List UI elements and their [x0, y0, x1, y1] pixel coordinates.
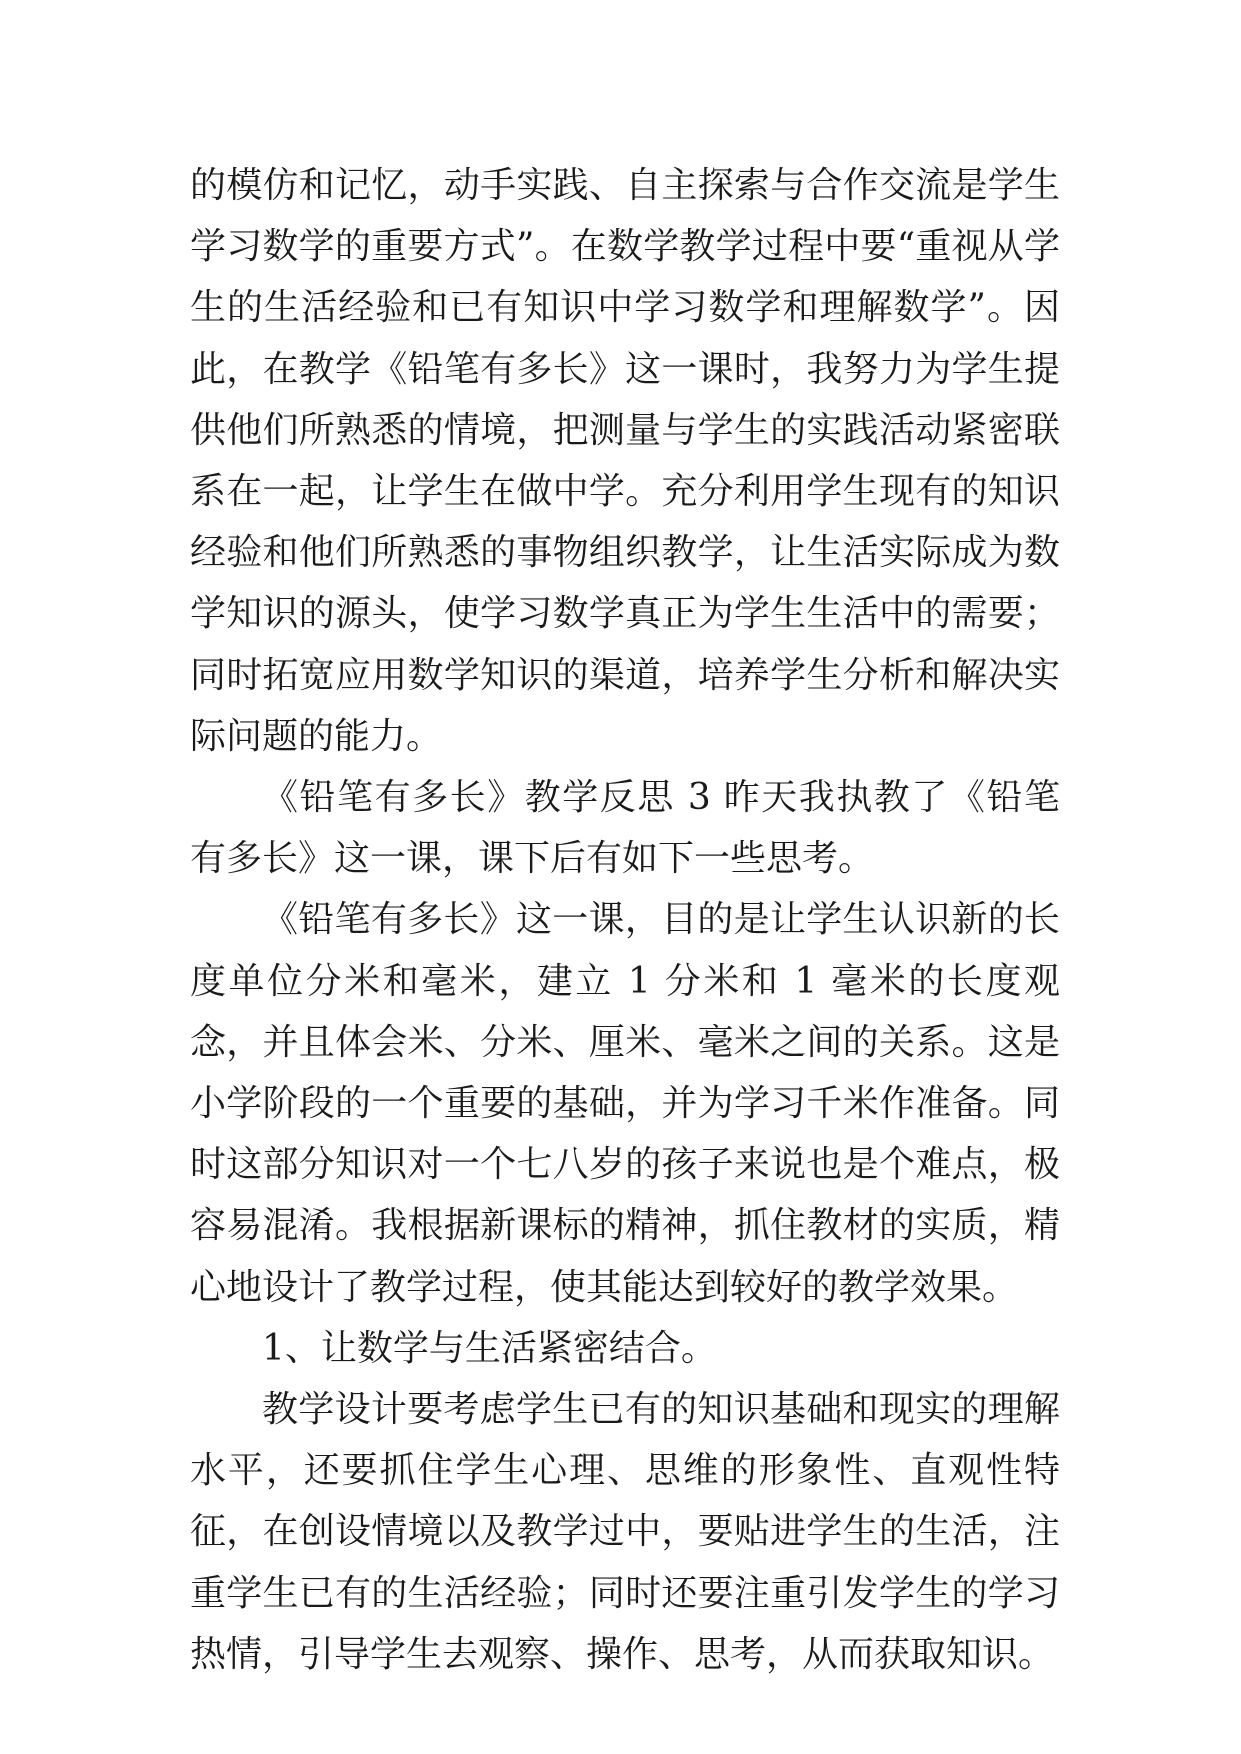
paragraph-point-1-heading: 1、让数学与生活紧密结合。	[262, 1327, 717, 1369]
paragraph-lesson-goal: 《铅笔有多长》这一课，目的是让学生认识新的长度单位分米和毫米，建立 1 分米和 1 毫米的长度观念，并且体会米、分米、厘米、毫米之间的关系。这是小学阶段的一个重要的基础，并为学习千米作准备。同时这部分知识对一个七八岁的孩子来说也是个难点，极容易混淆。我根据新课标的精神，抓住教材的实质，精心地设计了教学过程，使其能达到较好的教学效果。	[190, 899, 1060, 1308]
paragraph-reflection-intro: 《铅笔有多长》教学反思 3 昨天我执教了《铅笔有多长》这一课，课下后有如下一些思考。	[190, 777, 1060, 880]
paragraph-continued: 的模仿和记忆，动手实践、自主探索与合作交流是学生学习数学的重要方式”。在数学教学过程中要“重视从学生的生活经验和已有知识中学习数学和理解数学”。因此，在教学《铅笔有多长》这一课时，我努力为学生提供他们所熟悉的情境，把测量与学生的实践活动紧密联系在一起，让学生在做中学。充分利用学生现有的知识经验和他们所熟悉的事物组织教学，让生活实际成为数学知识的源头，使学习数学真正为学生生活中的需要；同时拓宽应用数学知识的渠道，培养学生分析和解决实际问题的能力。	[190, 165, 1060, 757]
paragraph-point-1-body: 教学设计要考虑学生已有的知识基础和现实的理解水平，还要抓住学生心理、思维的形象性、直观性特征，在创设情境以及教学过中，要贴进学生的生活，注重学生已有的生活经验；同时还要注重引发学生的学习热情，引导学生去观察、操作、思考，从而获取知识。	[190, 1389, 1060, 1675]
body-text	[190, 155, 1060, 1685]
